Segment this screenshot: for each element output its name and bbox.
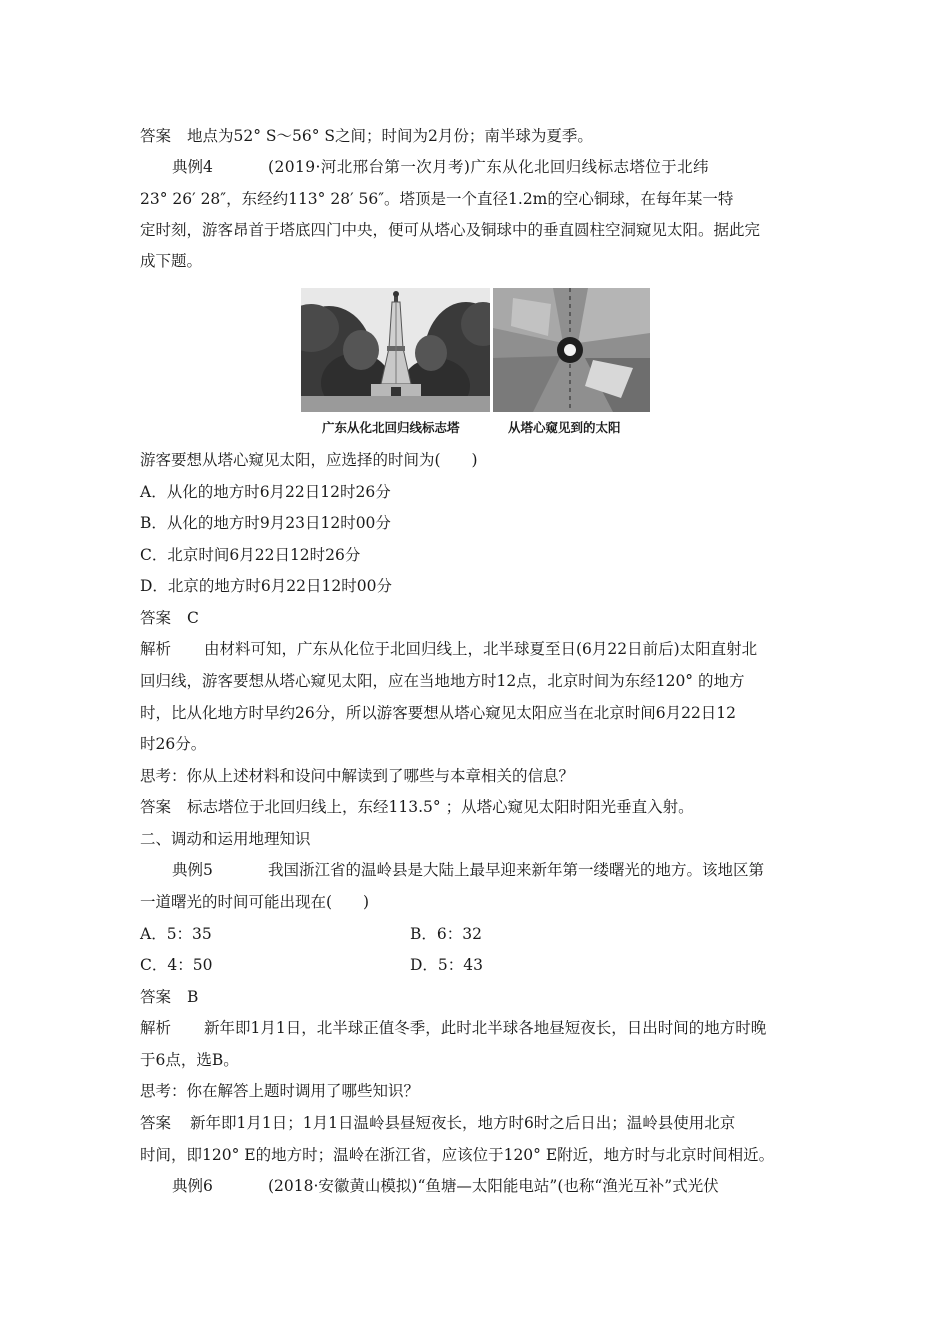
- answer-text-line: 时间，即120° E的地方时；温岭在浙江省，应该位于120° E附近，地方时与北京时间相近。: [140, 1146, 775, 1164]
- think-question: 思考：你在解答上题时调用了哪些知识？: [140, 1082, 420, 1100]
- answer-text: B: [187, 988, 199, 1006]
- answer-label: 答案: [140, 1114, 172, 1132]
- example-text-line: 成下题。: [140, 252, 203, 270]
- answer-text: 地点为52° S～56° S之间；时间为2月份；南半球为夏季。: [187, 127, 593, 145]
- explanation-line: 于6点，选B。: [140, 1051, 239, 1069]
- example-text-line: (2018·安徽黄山模拟)“鱼塘—太阳能电站”(也称“渔光互补”式光伏: [268, 1177, 719, 1195]
- explanation-line: 由材料可知，广东从化位于北回归线上，北半球夏至日(6月22日前后)太阳直射北: [204, 640, 758, 658]
- question-stem: 游客要想从塔心窥见太阳，应选择的时间为( ): [140, 451, 478, 469]
- think-question: 思考：你从上述材料和设问中解读到了哪些与本章相关的信息？: [140, 767, 575, 785]
- section-heading: 二、调动和运用地理知识: [140, 830, 311, 848]
- explanation-label: 解析: [140, 1019, 172, 1037]
- answer-text: C: [187, 609, 199, 627]
- explanation-line: 时26分。: [140, 735, 207, 753]
- option-c: C．4：50: [140, 956, 213, 974]
- example-label: 典例4: [172, 158, 213, 176]
- answer-line: [140, 797, 694, 817]
- example-label: 典例5: [172, 861, 213, 879]
- explanation-line: 时，比从化地方时早约26分，所以游客要想从塔心窥见太阳应当在北京时间6月22日12: [140, 704, 737, 722]
- example-text-line: (2019·河北邢台第一次月考)广东从化北回归线标志塔位于北纬: [268, 158, 709, 176]
- explanation-label: 解析: [140, 640, 172, 658]
- option-a: A．5：35: [140, 925, 212, 943]
- example-text-line: 一道曙光的时间可能出现在( ): [140, 893, 370, 911]
- answer-text-line: 新年即1月1日；1月1日温岭县昼短夜长，地方时6时之后日出；温岭县使用北京: [190, 1114, 736, 1132]
- explanation-line: 回归线，游客要想从塔心窥见太阳，应在当地地方时12点，北京时间为东经120° 的地方: [140, 672, 745, 690]
- answer-label: 答案: [140, 798, 172, 816]
- answer-line: [140, 987, 198, 1007]
- sun-photo: [493, 288, 650, 412]
- figure-caption-left: 广东从化北回归线标志塔: [322, 420, 460, 435]
- example-label: 典例6: [172, 1177, 213, 1195]
- example-text-line: 23° 26′ 28″，东经约113° 28′ 56″。塔顶是一个直径1.2m的空心铜球，在每年某一特: [140, 190, 734, 208]
- answer-label: 答案: [140, 127, 172, 145]
- answer-line: [140, 608, 199, 628]
- option-c: C．北京时间6月22日12时26分: [140, 546, 361, 564]
- option-d: D．北京的地方时6月22日12时00分: [140, 577, 392, 595]
- answer-label: 答案: [140, 988, 172, 1006]
- option-a: A．从化的地方时6月22日12时26分: [140, 483, 391, 501]
- example-text-line: 定时刻，游客昂首于塔底四门中央，便可从塔心及铜球中的垂直圆柱空洞窥见太阳。据此完: [140, 221, 761, 239]
- answer-line: [140, 126, 593, 146]
- figure-caption-right: 从塔心窥见到的太阳: [508, 420, 621, 435]
- explanation-line: 新年即1月1日，北半球正值冬季，此时北半球各地昼短夜长，日出时间的地方时晚: [204, 1019, 767, 1037]
- answer-label: 答案: [140, 609, 172, 627]
- example-text-line: 我国浙江省的温岭县是大陆上最早迎来新年第一缕曙光的地方。该地区第: [268, 861, 765, 879]
- option-b: B．6：32: [410, 925, 482, 943]
- option-d: D．5：43: [410, 956, 484, 974]
- tower-photo: [301, 288, 490, 412]
- option-b: B．从化的地方时9月23日12时00分: [140, 514, 391, 532]
- answer-text: 标志塔位于北回归线上，东经113.5° ；从塔心窥见太阳时阳光垂直入射。: [187, 798, 694, 816]
